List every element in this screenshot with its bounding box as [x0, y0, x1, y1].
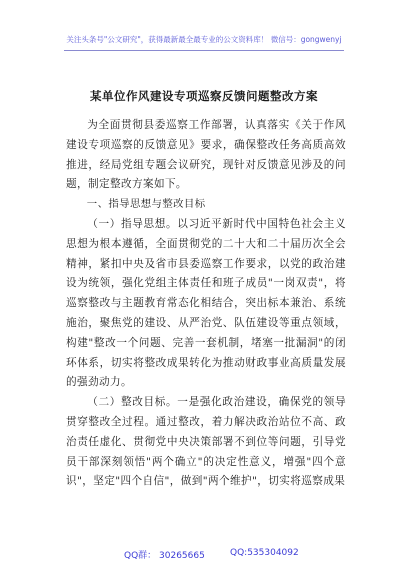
intro-paragraph: 为全面贯彻县委巡察工作部署，认真落实《关于作风建设专项巡察的反馈意见》要求，确保整改任务高质高效推进，经局党组专题会议研究，现针对反馈意见涉及的问题，制定整改方案如下。	[66, 119, 346, 191]
header-banner: 关注头条号"公文研究"，获得最新最全最专业的公文资料库！ 微信号：gongwenyj	[66, 35, 342, 44]
footer-qq-group: QQ群： 30265665	[124, 551, 205, 561]
footer	[0, 548, 408, 564]
guiding-thought-paragraph: （一）指导思想。以习近平新时代中国特色社会主义思想为根本遵循，全面贯彻党的二十大和二十届历次全会精神，紧扣中央及省市县委巡察工作要求，以党的政治建设为统领，强化党组主体责任和班子成员"一岗双责"，将巡察整改与主题教育常态化相结合，突出标本兼治、系统施治，聚焦党的建设、从严治党、队伍建设等重点领域，构建"整改一个问题、完善一套机制，堵塞一批漏洞"的闭环体系，切实将整改成果转化为推动财政事业高质量发展的强劲动力。	[66, 217, 346, 389]
footer-qq-contact: QQ:535304092	[230, 548, 299, 558]
section-heading: 一、指导思想与整改目标	[86, 198, 206, 211]
document-body	[66, 116, 346, 492]
document-title: 某单位作风建设专项巡察反馈问题整改方案	[90, 89, 318, 103]
rectification-goal-paragraph: （二）整改目标。一是强化政治建设，确保党的领导贯穿整改全过程。通过整改，着力解决政治站位不高、政治责任虚化、贯彻党中央决策部署不到位等问题，引导党员干部深刻领悟"两个确立"的决定性意义，增强"四个意识"，坚定"四个自信"，做到"两个维护"，切实将巡察成果	[66, 396, 346, 488]
header-divider	[64, 50, 344, 51]
